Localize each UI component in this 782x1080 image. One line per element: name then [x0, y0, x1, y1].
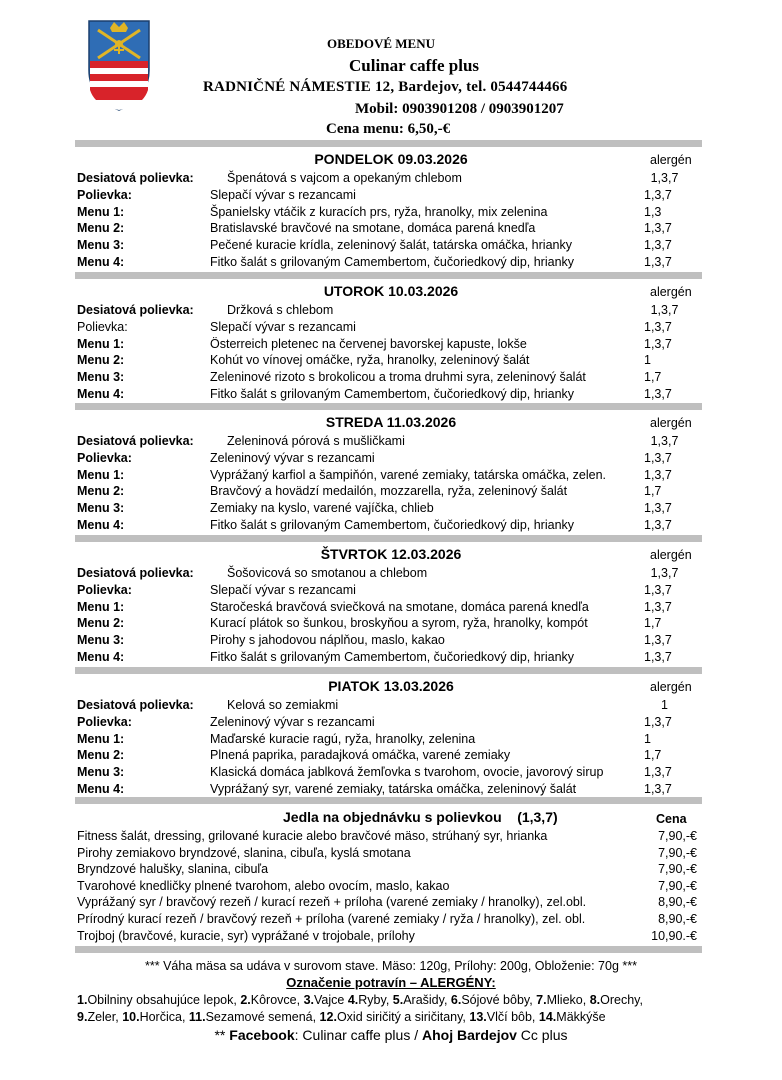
dish-name: Zeleninová pórová s mušličkami	[227, 434, 405, 448]
allergen-name: Zeler,	[87, 1010, 123, 1024]
restaurant-name: Culinar caffe plus	[349, 56, 480, 75]
row-label: Desiatová polievka:	[77, 171, 194, 185]
menu-row	[77, 747, 707, 763]
morning-soup-row	[77, 565, 707, 581]
dish-name: Österreich pletenec na červenej bavorskej kapuste, lokše	[210, 336, 527, 351]
row-label: Polievka:	[77, 582, 132, 597]
restaurant-mobile: Mobil: 0903901208 / 0903901207	[355, 101, 564, 117]
dish-name: Zeleninový vývar s rezancami	[210, 450, 375, 465]
allergen-list	[77, 992, 707, 1026]
allergen-header: alergén	[650, 153, 692, 167]
order-item	[77, 911, 697, 927]
dish-allergens: 1,3,7	[644, 221, 672, 236]
dish-allergens: 1,3,7	[644, 582, 672, 597]
row-label: Desiatová polievka:	[77, 566, 194, 580]
day-title-text: PONDELOK 09.03.2026	[314, 151, 468, 167]
morning-soup-row	[77, 170, 707, 186]
dish-name: Staročeská bravčová sviečková na smotane, domáca parená knedľa	[210, 599, 589, 614]
row-label: Desiatová polievka:	[77, 303, 194, 317]
allergen-name: Arašidy,	[403, 993, 451, 1007]
dish-allergens: 1,3,7	[644, 187, 672, 202]
dish-allergens: 1,3,7	[644, 501, 672, 516]
dish-name: Bravčový a hovädzí medailón, mozzarella, ryža, zeleninový šalát	[210, 484, 568, 499]
menu-row	[77, 649, 707, 665]
facebook-line	[0, 1027, 782, 1043]
menu-row	[77, 467, 707, 483]
dish-name: Špenátová s vajcom a opekaným chlebom	[227, 171, 462, 185]
menu-row	[77, 764, 707, 780]
dish-name: Slepačí vývar s rezancami	[210, 187, 356, 202]
row-label: Menu 2:	[77, 221, 125, 236]
dish-allergens: 1,3,7	[644, 633, 672, 648]
dish-allergens: 1,3	[644, 204, 662, 219]
day-title-text: PIATOK 13.03.2026	[328, 678, 454, 694]
menu-row	[77, 500, 707, 516]
row-label: Menu 3:	[77, 238, 125, 253]
allergen-name: Sójové bôby,	[461, 993, 537, 1007]
dish-name: Držková s chlebom	[227, 303, 334, 317]
row-label: Menu 1:	[77, 599, 125, 614]
allergen-header: alergén	[650, 680, 692, 694]
row-label: Menu 1:	[77, 467, 125, 482]
order-item-name: Prírodný kurací rezeň / bravčový rezeň + príloha (varené zemiaky / ryža / hranolky), zel. obl.	[77, 912, 586, 926]
allergen-name: Mlieko,	[546, 993, 590, 1007]
allergen-number: 4.	[347, 993, 359, 1007]
dish-allergens: 1,3,7	[644, 319, 672, 334]
dish-allergens: 1,3,7	[644, 650, 672, 664]
morning-soup-row	[77, 302, 707, 318]
menu-row	[77, 632, 707, 648]
dish-name: Fitko šalát s grilovaným Camembertom, čučoriedkový dip, hrianky	[210, 518, 575, 532]
menu-row	[77, 483, 707, 499]
dish-name: Pečené kuracie krídla, zeleninový šalát, tatárska omáčka, hrianky	[210, 238, 572, 253]
dish-name: Fitko šalát s grilovaným Camembertom, čučoriedkový dip, hrianky	[210, 650, 575, 664]
allergen-name: Orechy,	[600, 993, 643, 1007]
order-item	[77, 928, 697, 944]
row-label: Desiatová polievka:	[77, 698, 194, 712]
dish-allergens: 1,3,7	[644, 765, 672, 780]
dish-name: Bratislavské bravčové na smotane, domáca parená knedľa	[210, 221, 536, 236]
dish-allergens: 1	[644, 353, 651, 368]
dish-name: Šošovicová so smotanou a chlebom	[227, 566, 428, 580]
soup-row	[77, 319, 707, 335]
dish-allergens: 1,3,7	[644, 599, 672, 614]
row-label: Menu 3:	[77, 765, 125, 780]
menu-row	[77, 336, 707, 352]
order-item	[77, 878, 697, 894]
dish-name: Španielsky vtáčik z kuracích prs, ryža, hranolky, mix zelenina	[210, 204, 548, 219]
facebook-label: Facebook	[229, 1027, 295, 1043]
dish-name: Fitko šalát s grilovaným Camembertom, čučoriedkový dip, hrianky	[210, 255, 575, 269]
facebook-group-name: Ahoj Bardejov	[422, 1027, 517, 1043]
menu-row	[77, 254, 707, 270]
order-item-price: 8,90,-€	[658, 895, 697, 910]
dish-allergens: 1,3,7	[650, 171, 679, 185]
allergen-number: 11.	[188, 1010, 206, 1024]
row-label: Menu 1:	[77, 336, 125, 351]
menu-row	[77, 731, 707, 747]
order-item-price: 7,90,-€	[658, 862, 697, 877]
dish-name: Slepačí vývar s rezancami	[210, 582, 356, 597]
row-label: Polievka:	[77, 714, 132, 729]
dish-allergens: 1,3,7	[650, 434, 679, 448]
dish-name: Klasická domáca jablková žemľovka s tvarohom, ovocie, javorový sirup	[210, 765, 604, 780]
order-title-text: Jedla na objednávku s polievkou	[283, 809, 502, 825]
divider	[75, 272, 702, 279]
menu-row	[77, 220, 707, 236]
row-label: Menu 2:	[77, 484, 125, 499]
menu-row	[77, 517, 707, 533]
allergen-name: Vajce	[314, 993, 348, 1007]
dish-name: Pirohy s jahodovou náplňou, maslo, kakao	[210, 633, 445, 648]
divider	[75, 946, 702, 953]
dish-allergens: 1,3,7	[644, 238, 672, 253]
menu-row	[77, 352, 707, 368]
dish-allergens: 1	[644, 731, 651, 746]
allergen-number: 12.	[319, 1010, 337, 1024]
menu-row	[77, 204, 707, 220]
morning-soup-row	[77, 697, 707, 713]
row-label: Menu 2:	[77, 616, 125, 631]
dish-name: Plnená paprika, paradajková omáčka, varené zemiaky	[210, 748, 511, 763]
dish-name: Zeleninový vývar s rezancami	[210, 714, 375, 729]
allergen-number: 13.	[469, 1010, 487, 1024]
order-section-title	[283, 809, 558, 825]
row-label: Menu 3:	[77, 370, 125, 385]
order-item-price: 8,90,-€	[658, 912, 697, 926]
day-title-text: STREDA 11.03.2026	[325, 414, 457, 430]
dish-name: Slepačí vývar s rezancami	[210, 319, 356, 334]
dish-name: Vyprážaný karfiol a šampiňón, varené zemiaky, tatárska omáčka, zelen.	[210, 467, 607, 482]
order-item-name: Bryndzové halušky, slanina, cibuľa	[77, 862, 269, 877]
order-item	[77, 845, 697, 861]
allergen-number: 10.	[122, 1010, 140, 1024]
soup-row	[77, 714, 707, 730]
row-label: Menu 3:	[77, 501, 125, 516]
divider	[75, 140, 702, 147]
dish-allergens: 1	[661, 698, 668, 712]
restaurant-address: RADNIČNÉ NÁMESTIE 12, Bardejov, tel. 0544744466	[203, 79, 568, 95]
menu-row	[77, 781, 707, 797]
price-header: Cena	[656, 812, 687, 826]
dish-allergens: 1,7	[644, 484, 662, 499]
allergen-number: 2.	[240, 993, 251, 1007]
row-label: Menu 2:	[77, 353, 125, 368]
allergen-number: 3.	[303, 993, 314, 1007]
order-item-name: Trojboj (bravčové, kuracie, syr) vyprážané v trojobale, prílohy	[77, 928, 415, 943]
dish-allergens: 1,3,7	[644, 450, 672, 465]
allergen-name: Horčica,	[139, 1010, 189, 1024]
allergen-number: 14.	[538, 1010, 557, 1024]
order-title-allergens: (1,3,7)	[517, 809, 558, 825]
row-label: Menu 4:	[77, 255, 125, 269]
order-item-price: 7,90,-€	[658, 878, 697, 893]
menu-price: Cena menu: 6,50,-€	[326, 121, 451, 137]
facebook-page-name: : Culinar caffe plus /	[294, 1027, 423, 1043]
menu-row	[77, 615, 707, 631]
row-label: Desiatová polievka:	[77, 434, 194, 448]
order-item-price: 7,90,-€	[658, 829, 697, 843]
dish-name: Vyprážaný syr, varené zemiaky, tatárska omáčka, zeleninový šalát	[210, 782, 577, 796]
dish-allergens: 1,7	[644, 748, 662, 763]
allergen-name: Mäkkýše	[556, 1010, 606, 1024]
dish-name: Maďarské kuracie ragú, ryža, hranolky, zelenina	[210, 731, 476, 746]
allergen-header: alergén	[650, 416, 692, 430]
dish-name: Zeleninové rizoto s brokolicou a troma druhmi syra, zeleninový šalát	[210, 370, 586, 385]
divider	[75, 797, 702, 804]
menu-row	[77, 599, 707, 615]
dish-allergens: 1,3,7	[644, 714, 672, 729]
morning-soup-row	[77, 433, 707, 449]
allergen-name: Sezamové semená,	[205, 1010, 320, 1024]
menu-row	[77, 386, 707, 402]
row-label: Polievka:	[77, 187, 132, 202]
row-label: Menu 4:	[77, 387, 125, 401]
bardejov-coat-of-arms-icon	[86, 18, 152, 112]
row-label: Polievka:	[77, 450, 132, 465]
allergen-number: 1.	[77, 993, 88, 1007]
facebook-suffix: Cc plus	[516, 1027, 568, 1043]
dish-name: Kelová so zemiakmi	[227, 698, 339, 712]
weight-note: *** Váha mäsa sa udáva v surovom stave. Mäso: 120g, Prílohy: 200g, Obloženie: 70g ***	[145, 959, 637, 973]
order-item	[77, 861, 697, 877]
row-label: Menu 1:	[77, 731, 125, 746]
dish-allergens: 1,3,7	[650, 303, 679, 317]
row-label: Menu 1:	[77, 204, 125, 219]
dish-name: Fitko šalát s grilovaným Camembertom, čučoriedkový dip, hrianky	[210, 387, 575, 401]
soup-row	[77, 187, 707, 203]
allergen-number: 7.	[536, 993, 547, 1007]
row-label: Menu 4:	[77, 650, 125, 664]
order-item	[77, 828, 697, 844]
row-label: Menu 4:	[77, 518, 125, 532]
order-item-name: Pirohy zemiakovo bryndzové, slanina, cibuľa, kyslá smotana	[77, 845, 411, 860]
menu-title: OBEDOVÉ MENU	[327, 36, 435, 51]
dish-allergens: 1,3,7	[644, 255, 672, 269]
allergen-header: alergén	[650, 285, 692, 299]
order-item-price: 7,90,-€	[658, 845, 697, 860]
allergen-number: 6.	[450, 993, 462, 1007]
dish-allergens: 1,3,7	[650, 566, 679, 580]
allergen-heading: Označenie potravín – ALERGÉNY:	[286, 975, 496, 990]
allergen-number: 9.	[77, 1010, 88, 1024]
row-label: Menu 3:	[77, 633, 125, 648]
menu-row	[77, 369, 707, 385]
dish-allergens: 1,3,7	[644, 336, 672, 351]
dish-allergens: 1,3,7	[644, 782, 672, 796]
divider	[75, 667, 702, 674]
divider	[75, 535, 702, 542]
order-item-name: Tvarohové knedličky plnené tvarohom, alebo ovocím, maslo, kakao	[77, 878, 450, 893]
row-label: Menu 2:	[77, 748, 125, 763]
allergen-name: Vlčí bôb,	[486, 1010, 539, 1024]
soup-row	[77, 582, 707, 598]
allergen-header: alergén	[650, 548, 692, 562]
allergen-name: Kôrovce,	[250, 993, 304, 1007]
order-item-name: Fitness šalát, dressing, grilované kuracie alebo bravčové mäso, strúhaný syr, hrianka	[77, 829, 548, 843]
row-label: Menu 4:	[77, 782, 125, 796]
allergen-number: 8.	[589, 993, 601, 1007]
allergen-number: 5.	[392, 993, 404, 1007]
dish-name: Kurací plátok so šunkou, broskyňou a syrom, ryža, hranolky, kompót	[210, 616, 588, 631]
dish-name: Kohút vo vínovej omáčke, ryža, hranolky, zeleninový šalát	[210, 353, 530, 368]
facebook-prefix: **	[214, 1027, 230, 1043]
dish-allergens: 1,3,7	[644, 467, 672, 482]
dish-allergens: 1,7	[644, 616, 662, 631]
dish-allergens: 1,3,7	[644, 387, 672, 401]
order-item-name: Vyprážaný syr / bravčový rezeň / kurací rezeň + príloha (varené zemiaky / hranolky), zel.obl.	[77, 895, 587, 910]
dish-allergens: 1,3,7	[644, 518, 672, 532]
day-title-text: UTOROK 10.03.2026	[323, 283, 459, 299]
allergen-name: Obilniny obsahujúce lepok,	[87, 993, 241, 1007]
soup-row	[77, 450, 707, 466]
day-title-text: ŠTVRTOK 12.03.2026	[320, 546, 462, 562]
allergen-name: Oxid siričitý a siričitany,	[336, 1010, 470, 1024]
menu-row	[77, 237, 707, 253]
dish-name: Zemiaky na kyslo, varené vajíčka, chlieb	[210, 501, 434, 516]
allergen-name: Ryby,	[358, 993, 393, 1007]
order-item-price: 10,90.-€	[651, 928, 697, 943]
row-label: Polievka:	[77, 319, 128, 334]
order-item	[77, 894, 697, 910]
divider	[75, 403, 702, 410]
dish-allergens: 1,7	[644, 370, 662, 385]
